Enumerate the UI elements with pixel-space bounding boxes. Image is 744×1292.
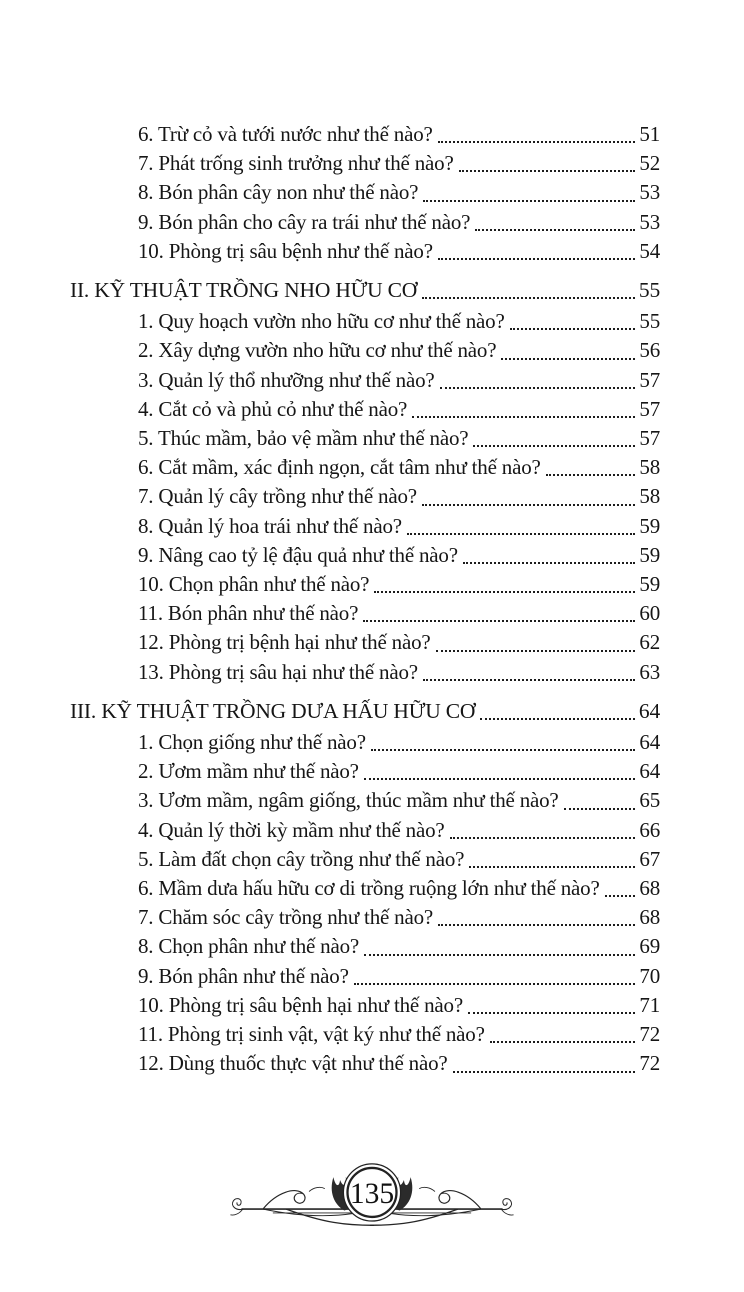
- toc-item: [70, 149, 660, 178]
- entry-label: 12. Phòng trị bệnh hại như thế nào?: [138, 630, 431, 655]
- dot-leader: [412, 416, 635, 418]
- entry-label: 10. Chọn phân như thế nào?: [138, 572, 370, 597]
- toc-item: [70, 336, 660, 365]
- ornament-flourish-icon: [229, 1150, 515, 1252]
- entry-label: 6. Trừ cỏ và tưới nước như thế nào?: [138, 122, 433, 146]
- entry-page-number: 64: [639, 759, 660, 784]
- entry-label: 1. Quy hoạch vườn nho hữu cơ như thế nào?: [138, 309, 505, 334]
- entry-page-number: 63: [639, 659, 660, 684]
- dot-leader: [422, 504, 636, 506]
- entry-label: 1. Chọn giống như thế nào?: [138, 730, 366, 755]
- entry-page-number: 52: [639, 151, 660, 176]
- entry-page-number: 51: [639, 122, 660, 146]
- dot-leader: [364, 778, 636, 780]
- entry-label: 7. Quản lý cây trồng như thế nào?: [138, 484, 417, 509]
- page-footer: [229, 1150, 515, 1252]
- toc-item: [70, 874, 660, 903]
- entry-page-number: 54: [639, 238, 660, 263]
- toc-item: [70, 757, 660, 786]
- entry-label: 4. Cắt cỏ và phủ cỏ như thế nào?: [138, 396, 408, 421]
- toc-section-heading: [70, 697, 660, 726]
- dot-leader: [510, 328, 636, 330]
- entry-label: 8. Bón phân cây non như thế nào?: [138, 180, 419, 205]
- toc-item: [70, 599, 660, 628]
- toc-item: [70, 1020, 660, 1049]
- dot-leader: [480, 718, 635, 720]
- toc-item: [70, 932, 660, 961]
- entry-label: 9. Bón phân cho cây ra trái như thế nào?: [138, 209, 471, 234]
- entry-page-number: 58: [639, 455, 660, 480]
- dot-leader: [354, 983, 636, 985]
- dot-leader: [473, 445, 635, 447]
- toc-item: [70, 658, 660, 687]
- entry-label: 2. Xây dựng vườn nho hữu cơ như thế nào?: [138, 338, 497, 363]
- toc-item: [70, 1049, 660, 1078]
- toc-item: [70, 786, 660, 815]
- dot-leader: [371, 749, 636, 751]
- toc-item: [70, 570, 660, 599]
- entry-label: 13. Phòng trị sâu hại như thế nào?: [138, 659, 418, 684]
- dot-leader: [459, 170, 636, 172]
- dot-leader: [438, 141, 636, 143]
- dot-leader: [374, 591, 635, 593]
- dot-leader: [422, 297, 635, 299]
- entry-label: 11. Phòng trị sinh vật, vật ký như thế nào?: [138, 1022, 485, 1047]
- toc-item: [70, 903, 660, 932]
- toc-item: [70, 366, 660, 395]
- toc-item: [70, 541, 660, 570]
- dot-leader: [546, 474, 636, 476]
- entry-label: 8. Chọn phân như thế nào?: [138, 934, 360, 959]
- entry-page-number: 53: [639, 180, 660, 205]
- toc-section-heading: [70, 276, 660, 305]
- dot-leader: [438, 258, 636, 260]
- entry-page-number: 67: [639, 846, 660, 871]
- entry-label: 11. Bón phân như thế nào?: [138, 601, 359, 626]
- entry-page-number: 58: [639, 484, 660, 509]
- entry-label: 4. Quản lý thời kỳ mầm như thế nào?: [138, 817, 445, 842]
- entry-label: 6. Cắt mầm, xác định ngọn, cắt tâm như thế nào?: [138, 455, 541, 480]
- dot-leader: [468, 1012, 635, 1014]
- toc-item: [70, 208, 660, 237]
- entry-label: II. KỸ THUẬT TRỒNG NHO HỮU CƠ: [70, 278, 418, 303]
- entry-page-number: 60: [639, 601, 660, 626]
- toc-item: [70, 395, 660, 424]
- entry-label: 3. Ươm mầm, ngâm giống, thúc mầm như thế nào?: [138, 788, 559, 813]
- entry-page-number: 72: [639, 1051, 660, 1076]
- dot-leader: [423, 679, 636, 681]
- entry-page-number: 71: [639, 992, 660, 1017]
- dot-leader: [450, 837, 636, 839]
- entry-page-number: 57: [639, 396, 660, 421]
- page-number: 135: [349, 1177, 395, 1210]
- entry-page-number: 68: [639, 905, 660, 930]
- toc-item: [70, 424, 660, 453]
- toc-item: [70, 307, 660, 336]
- dot-leader: [475, 229, 635, 231]
- dot-leader: [440, 387, 636, 389]
- toc-item: [70, 512, 660, 541]
- entry-label: 5. Thúc mầm, bảo vệ mầm như thế nào?: [138, 426, 469, 451]
- dot-leader: [423, 200, 635, 202]
- toc-item: [70, 962, 660, 991]
- entry-page-number: 72: [639, 1022, 660, 1047]
- entry-label: 9. Nâng cao tỷ lệ đậu quả như thế nào?: [138, 542, 458, 567]
- entry-label: 9. Bón phân như thế nào?: [138, 963, 349, 988]
- toc-item: [70, 453, 660, 482]
- dot-leader: [463, 562, 636, 564]
- entry-page-number: 70: [639, 963, 660, 988]
- entry-page-number: 64: [639, 730, 660, 755]
- dot-leader: [364, 954, 635, 956]
- entry-label: 10. Phòng trị sâu bệnh như thế nào?: [138, 238, 433, 263]
- entry-page-number: 57: [639, 367, 660, 392]
- entry-label: 12. Dùng thuốc thực vật như thế nào?: [138, 1051, 448, 1076]
- entry-page-number: 59: [639, 513, 660, 538]
- entry-label: 10. Phòng trị sâu bệnh hại như thế nào?: [138, 992, 463, 1017]
- entry-label: 3. Quản lý thổ nhưỡng như thế nào?: [138, 367, 435, 392]
- dot-leader: [490, 1041, 636, 1043]
- dot-leader: [407, 533, 635, 535]
- dot-leader: [438, 924, 635, 926]
- entry-label: III. KỸ THUẬT TRỒNG DƯA HẤU HỮU CƠ: [70, 698, 476, 723]
- toc-item: [70, 628, 660, 657]
- entry-label: 7. Phát trống sinh trưởng như thế nào?: [138, 151, 454, 176]
- dot-leader: [501, 358, 635, 360]
- toc-item: [70, 237, 660, 266]
- dot-leader: [564, 808, 636, 810]
- toc-item: [70, 178, 660, 207]
- toc-item: [70, 816, 660, 845]
- entry-page-number: 53: [639, 209, 660, 234]
- entry-label: 7. Chăm sóc cây trồng như thế nào?: [138, 905, 434, 930]
- toc-item: [70, 120, 660, 149]
- toc-item: [70, 991, 660, 1020]
- entry-page-number: 64: [638, 698, 660, 723]
- table-of-contents: [70, 120, 660, 1079]
- dot-leader: [363, 620, 635, 622]
- entry-page-number: 66: [639, 817, 660, 842]
- entry-page-number: 56: [639, 338, 660, 363]
- entry-page-number: 68: [639, 876, 660, 901]
- entry-label: 2. Ươm mầm như thế nào?: [138, 759, 359, 784]
- entry-page-number: 69: [639, 934, 660, 959]
- toc-item: [70, 728, 660, 757]
- dot-leader: [469, 866, 635, 868]
- entry-label: 5. Làm đất chọn cây trồng như thế nào?: [138, 846, 465, 871]
- entry-label: 8. Quản lý hoa trái như thế nào?: [138, 513, 402, 538]
- dot-leader: [436, 650, 636, 652]
- entry-page-number: 59: [639, 572, 660, 597]
- toc-item: [70, 482, 660, 511]
- toc-item: [70, 845, 660, 874]
- entry-page-number: 55: [638, 278, 660, 303]
- entry-page-number: 65: [639, 788, 660, 813]
- entry-page-number: 62: [639, 630, 660, 655]
- dot-leader: [453, 1071, 636, 1073]
- entry-page-number: 57: [639, 426, 660, 451]
- entry-page-number: 59: [639, 542, 660, 567]
- dot-leader: [605, 895, 636, 897]
- entry-label: 6. Mầm dưa hấu hữu cơ di trồng ruộng lớn như thế nào?: [138, 876, 600, 901]
- entry-page-number: 55: [639, 309, 660, 334]
